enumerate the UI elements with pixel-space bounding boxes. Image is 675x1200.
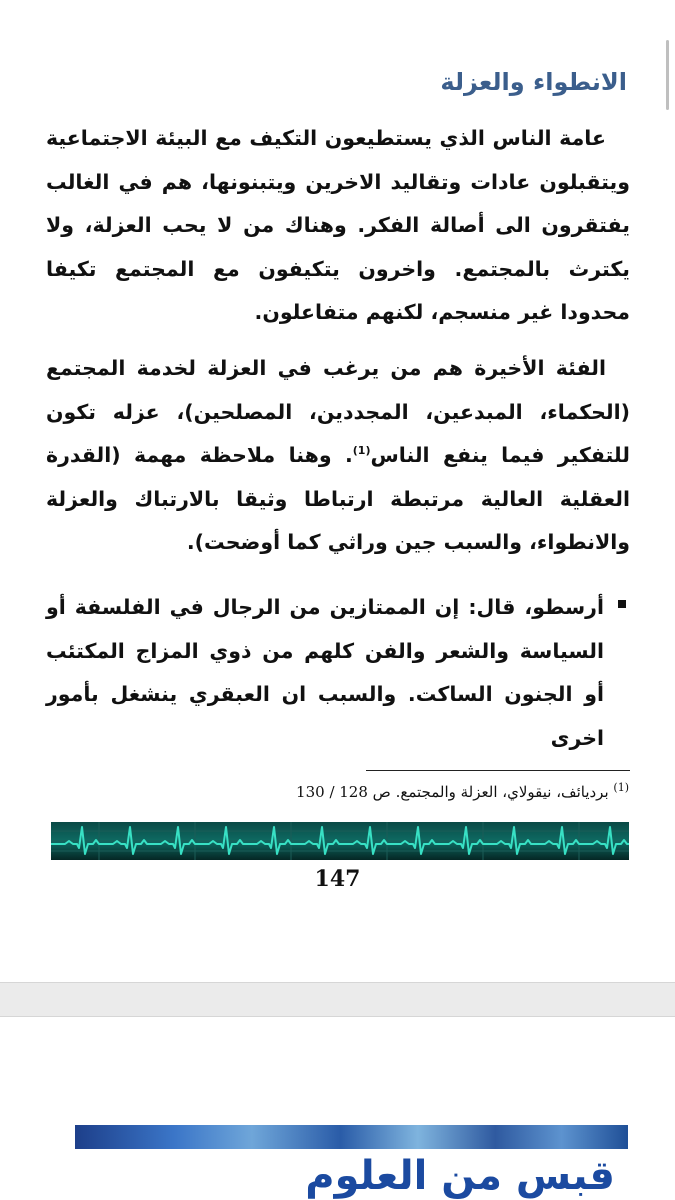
footnote-marker: (1) [613, 781, 629, 794]
book-title: قبس من العلوم [305, 1153, 615, 1199]
bullet-text: أرسطو، قال: إن الممتازين من الرجال في الفلسفة أو السياسة والشعر والفن كلهم من ذوي المزاج المكتئب أو الجنون الساكت. والسبب ان العبقري ينشغل بأمور اخرى [46, 595, 604, 750]
paragraph-2-text-b: . وهنا ملاحظة مهمة (القدرة العقلية العالية مرتبطة ارتباطا وثيقا بالارتباك والعزلة والانطواء، والسبب جين وراثي كما أوضحت). [46, 443, 630, 554]
next-page [0, 1017, 675, 1200]
scrollbar[interactable] [666, 40, 669, 110]
page-number: 147 [314, 866, 361, 892]
ecg-heartbeat-banner [51, 822, 629, 860]
section-heading: الانطواء والعزلة [440, 68, 627, 96]
ecg-wave-icon [51, 822, 629, 860]
square-bullet-icon [618, 600, 626, 608]
book-header-banner [75, 1125, 628, 1149]
paragraph-2 [46, 347, 630, 565]
footnote-text: برديائف، نيقولاي، العزلة والمجتمع. ص 128 / 130 [296, 783, 609, 801]
paragraph-1: عامة الناس الذي يستطيعون التكيف مع البيئة الاجتماعية ويتقبلون عادات وتقاليد الاخرين ويتبنونها، هم في الغالب يفتقرون الى أصالة الفكر. وهناك من لا يحب العزلة، ولا يكترث بالمجتمع. واخرون يتكيفون مع المجتمع تكيفا محدودا غير منسجم، لكنهم متفاعلون. [46, 126, 630, 324]
page-separator [0, 982, 675, 1017]
footnote-divider [366, 770, 630, 771]
paragraph-2-text-a: الفئة الأخيرة هم من يرغب في العزلة لخدمة المجتمع (الحكماء، المبدعين، المجددين، المصلحين)، عزله تكون للتفكير فيما ينفع الناس [46, 356, 630, 467]
footnote [296, 783, 629, 801]
footnote-reference[interactable]: (1) [352, 444, 371, 458]
bullet-item [46, 586, 630, 760]
